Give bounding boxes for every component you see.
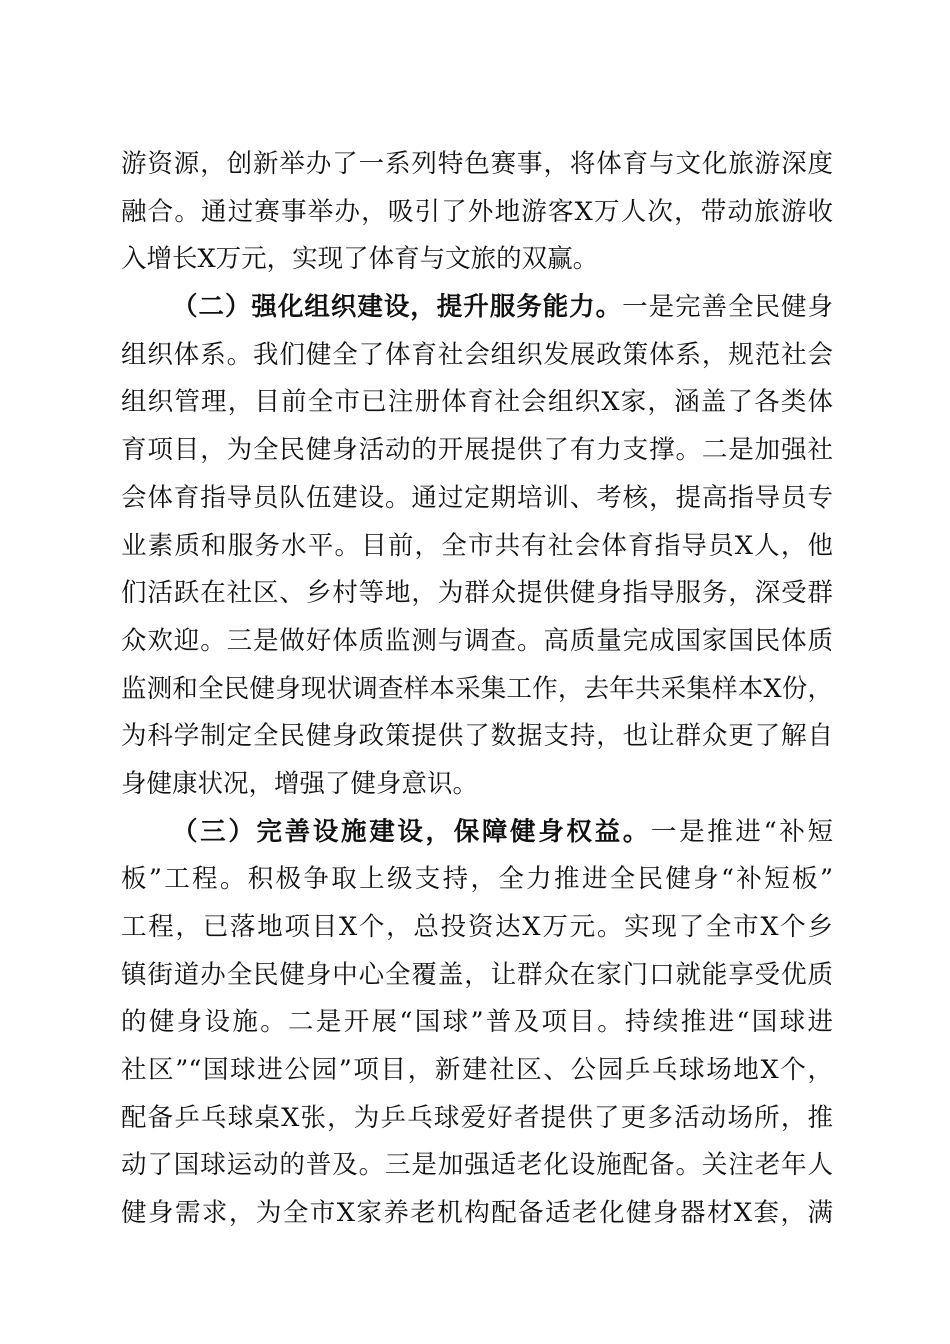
- paragraph-2-line-2: 组织体系。我们健全了体育社会组织发展政策体系，规范社会: [121, 339, 833, 370]
- paragraph-2-line-9: 监测和全民健身现状调查样本采集工作，去年共采集样本X份，: [121, 673, 833, 704]
- paragraph-2-line-10: 为科学制定全民健身政策提供了数据支持，也让群众更了解自: [121, 721, 833, 752]
- paragraph-2-line-8: 众欢迎。三是做好体质监测与调查。高质量完成国家国民体质: [121, 625, 833, 656]
- paragraph-3-first-line-rest: 一是推进“补短: [650, 816, 833, 847]
- paragraph-1-line-2: 融合。通过赛事举办，吸引了外地游客X万人次，带动旅游收: [121, 196, 833, 227]
- paragraph-2-line-3: 组织管理，目前全市已注册体育社会组织X家，涵盖了各类体: [121, 387, 833, 418]
- paragraph-2-line-1: [121, 284, 833, 332]
- paragraph-2-line-5: 会体育指导员队伍建设。通过定期培训、考核，提高指导员专: [121, 482, 833, 513]
- paragraph-1-line-3: 入增长X万元，实现了体育与文旅的双赢。: [121, 244, 599, 275]
- paragraph-3-line-8: 动了国球运动的普及。三是加强适老化设施配备。关注老年人: [121, 1150, 833, 1181]
- paragraph-2-line-6: 业素质和服务水平。目前，全市共有社会体育指导员X人，他: [121, 530, 833, 561]
- paragraph-2-line-4: 育项目，为全民健身活动的开展提供了有力支撑。二是加强社: [121, 435, 833, 466]
- paragraph-3-line-9: 健身需求，为全市X家养老机构配备适老化健身器材X套，满: [121, 1198, 833, 1229]
- paragraph-3-line-1: [121, 809, 833, 857]
- paragraph-2-line-7: 们活跃在社区、乡村等地，为群众提供健身指导服务，深受群: [121, 578, 833, 609]
- body-text: [121, 141, 833, 1238]
- paragraph-2-heading: （二）强化组织建设，提升服务能力。: [172, 292, 623, 323]
- paragraph-3-line-6: 社区”“国球进公园”项目，新建社区、公园乒乓球场地X个，: [121, 1055, 833, 1086]
- paragraph-2-line-11: 身健康状况，增强了健身意识。: [121, 768, 479, 799]
- paragraph-3-line-4: 镇街道办全民健身中心全覆盖，让群众在家门口就能享受优质: [121, 959, 833, 990]
- paragraph-3-line-2: 板”工程。积极争取上级支持，全力推进全民健身“补短板”: [121, 864, 833, 895]
- paragraph-3-heading: （三）完善设施建设，保障健身权益。: [172, 816, 651, 847]
- paragraph-1-line-1: 游资源，创新举办了一系列特色赛事，将体育与文化旅游深度: [121, 149, 833, 179]
- paragraph-3-line-3: 工程，已落地项目X个，总投资达X万元。实现了全市X个乡: [121, 912, 833, 942]
- paragraph-3-line-5: 的健身设施。二是开展“国球”普及项目。持续推进“国球进: [121, 1007, 833, 1038]
- paragraph-3-line-7: 配备乒乓球桌X张，为乒乓球爱好者提供了更多活动场所，推: [121, 1102, 833, 1133]
- paragraph-2-first-line-rest: 一是完善全民健身: [622, 292, 833, 323]
